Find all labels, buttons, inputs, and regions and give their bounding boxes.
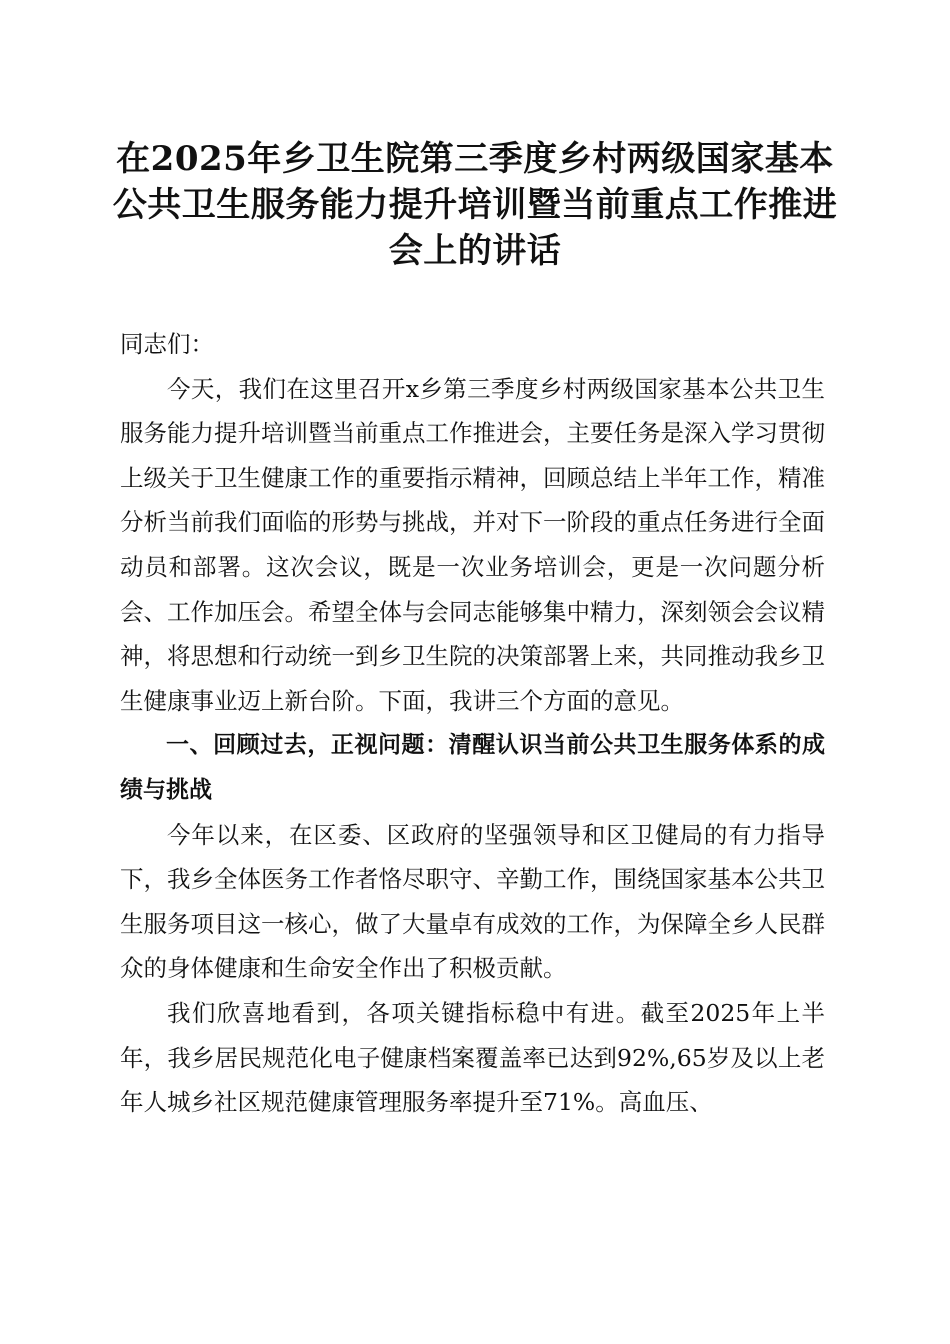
paragraph-section-2: 我们欣喜地看到，各项关键指标稳中有进。截至2025年上半年，我乡居民规范化电子健康档案覆盖率已达到92%,65岁及以上老年人城乡社区规范健康管理服务率提升至71%。高血压、 — [120, 998, 825, 1117]
paragraph-intro: 今天，我们在这里召开x乡第三季度乡村两级国家基本公共卫生服务能力提升培训暨当前重点工作推进会，主要任务是深入学习贯彻上级关于卫生健康工作的重要指示精神，回顾总结上半年工作，精准分析当前我们面临的形势与挑战，并对下一阶段的重点任务进行全面动员和部署。这次会议，既是一次业务培训会，更是一次问题分析会、工作加压会。希望全体与会同志能够集中精力，深刻领会会议精神，将思想和行动统一到乡卫生院的决策部署上来，共同推动我乡卫生健康事业迈上新台阶。下面，我讲三个方面的意见。 — [120, 374, 825, 715]
section-heading-1: 一、回顾过去，正视问题：清醒认识当前公共卫生服务体系的成绩与挑战 — [120, 732, 825, 803]
document-body — [120, 322, 825, 1125]
document-title: 在2025年乡卫生院第三季度乡村两级国家基本公共卫生服务能力提升培训暨当前重点工作推进会上的讲话 — [112, 139, 838, 271]
salutation: 同志们： — [120, 330, 214, 358]
paragraph-section-1: 今年以来，在区委、区政府的坚强领导和区卫健局的有力指导下，我乡全体医务工作者恪尽职守、辛勤工作，围绕国家基本公共卫生服务项目这一核心，做了大量卓有成效的工作，为保障全乡人民群众的身体健康和生命安全作出了积极贡献。 — [120, 820, 825, 983]
